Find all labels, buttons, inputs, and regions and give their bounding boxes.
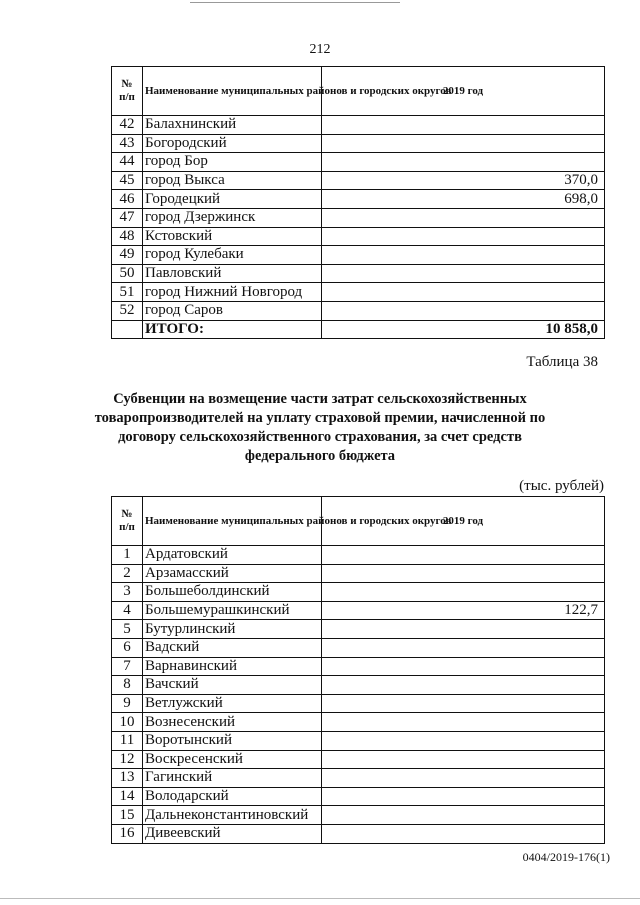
- header-number: [112, 67, 143, 116]
- row-name: Вознесенский: [143, 713, 322, 732]
- header-name: Наименование муниципальных районов и городских округов: [143, 67, 322, 116]
- row-value: [322, 564, 605, 583]
- table-header-row: [112, 497, 605, 546]
- row-number: 10: [112, 713, 143, 732]
- row-number: 8: [112, 676, 143, 695]
- row-name: Варнавинский: [143, 657, 322, 676]
- row-value: [322, 638, 605, 657]
- units-label: (тыс. рублей): [519, 478, 604, 494]
- row-name: город Кулебаки: [143, 246, 322, 265]
- row-value: [322, 116, 605, 135]
- row-value: [322, 657, 605, 676]
- row-number: 3: [112, 583, 143, 602]
- row-name: Городецкий: [143, 190, 322, 209]
- subvention-table: [111, 496, 605, 844]
- row-number: 15: [112, 806, 143, 825]
- row-name: Вадский: [143, 638, 322, 657]
- row-number: 47: [112, 208, 143, 227]
- row-value: [322, 824, 605, 843]
- row-name: Богородский: [143, 134, 322, 153]
- table-row: [112, 227, 605, 246]
- total-value: 10 858,0: [322, 320, 605, 339]
- row-name: город Бор: [143, 153, 322, 172]
- table-row: [112, 116, 605, 135]
- row-name: Воротынский: [143, 731, 322, 750]
- table-row: [112, 583, 605, 602]
- row-value: [322, 246, 605, 265]
- table-row: [112, 824, 605, 843]
- row-number: 45: [112, 171, 143, 190]
- budget-table-continued: [111, 66, 605, 339]
- row-name: Арзамасский: [143, 564, 322, 583]
- row-number: 51: [112, 283, 143, 302]
- header-name: Наименование муниципальных районов и городских округов: [143, 497, 322, 546]
- row-number: 12: [112, 750, 143, 769]
- table-row: [112, 713, 605, 732]
- table-row: [112, 638, 605, 657]
- row-number: 42: [112, 116, 143, 135]
- row-value: [322, 227, 605, 246]
- table-row: [112, 134, 605, 153]
- row-number: 48: [112, 227, 143, 246]
- table-row: [112, 153, 605, 172]
- row-name: Ардатовский: [143, 546, 322, 565]
- header-year: 2019 год: [322, 497, 605, 546]
- table-row: [112, 208, 605, 227]
- row-name: Ветлужский: [143, 694, 322, 713]
- header-number-label: № п/п: [119, 78, 135, 103]
- table-row: [112, 246, 605, 265]
- row-name: Володарский: [143, 787, 322, 806]
- row-number: 14: [112, 787, 143, 806]
- table-row: [112, 657, 605, 676]
- total-number-cell: [112, 320, 143, 339]
- table-row: [112, 601, 605, 620]
- table-row: [112, 676, 605, 695]
- row-name: Дивеевский: [143, 824, 322, 843]
- row-name: город Саров: [143, 301, 322, 320]
- row-name: город Выкса: [143, 171, 322, 190]
- row-value: 122,7: [322, 601, 605, 620]
- page-number: 212: [309, 42, 331, 57]
- table-row: [112, 190, 605, 209]
- row-number: 52: [112, 301, 143, 320]
- row-value: [322, 153, 605, 172]
- row-name: Большеболдинский: [143, 583, 322, 602]
- total-row: [112, 320, 605, 339]
- row-name: Вачский: [143, 676, 322, 695]
- row-number: 16: [112, 824, 143, 843]
- row-value: [322, 620, 605, 639]
- table-row: [112, 620, 605, 639]
- table-header-row: [112, 67, 605, 116]
- table-row: [112, 787, 605, 806]
- row-number: 46: [112, 190, 143, 209]
- row-value: [322, 583, 605, 602]
- table-row: [112, 171, 605, 190]
- row-name: Воскресенский: [143, 750, 322, 769]
- row-value: [322, 787, 605, 806]
- header-number: [112, 497, 143, 546]
- row-name: Бутурлинский: [143, 620, 322, 639]
- row-number: 9: [112, 694, 143, 713]
- row-value: 698,0: [322, 190, 605, 209]
- table-row: [112, 694, 605, 713]
- row-value: [322, 264, 605, 283]
- table-row: [112, 806, 605, 825]
- row-number: 44: [112, 153, 143, 172]
- table-row: [112, 283, 605, 302]
- row-value: 370,0: [322, 171, 605, 190]
- table-row: [112, 264, 605, 283]
- table-caption: Таблица 38: [526, 354, 598, 370]
- total-label: ИТОГО:: [143, 320, 322, 339]
- row-value: [322, 750, 605, 769]
- row-value: [322, 806, 605, 825]
- row-number: 2: [112, 564, 143, 583]
- row-number: 4: [112, 601, 143, 620]
- row-value: [322, 713, 605, 732]
- row-number: 50: [112, 264, 143, 283]
- bottom-divider: [0, 898, 640, 899]
- table-row: [112, 301, 605, 320]
- row-value: [322, 283, 605, 302]
- row-name: Кстовский: [143, 227, 322, 246]
- row-number: 5: [112, 620, 143, 639]
- row-number: 1: [112, 546, 143, 565]
- table2-body: [112, 546, 605, 844]
- row-number: 7: [112, 657, 143, 676]
- row-number: 49: [112, 246, 143, 265]
- row-number: 13: [112, 769, 143, 788]
- top-divider: [190, 2, 400, 3]
- table-row: [112, 769, 605, 788]
- header-year: 2019 год: [322, 67, 605, 116]
- section-title: Субвенции на возмещение части затрат сельскохозяйственных товаропроизводителей на уплату страховой премии, начисленной по договору сельскохозяйственного страхования, за счет средств федерального бюджета: [94, 391, 546, 464]
- document-code: 0404/2019-176(1): [522, 850, 610, 864]
- row-name: Павловский: [143, 264, 322, 283]
- row-name: Дальнеконстантиновский: [143, 806, 322, 825]
- row-number: 11: [112, 731, 143, 750]
- row-value: [322, 301, 605, 320]
- row-name: Большемурашкинский: [143, 601, 322, 620]
- row-value: [322, 676, 605, 695]
- table1-body: [112, 116, 605, 321]
- row-value: [322, 731, 605, 750]
- header-number-label: № п/п: [119, 508, 135, 533]
- table-row: [112, 731, 605, 750]
- row-name: Балахнинский: [143, 116, 322, 135]
- row-value: [322, 134, 605, 153]
- row-number: 43: [112, 134, 143, 153]
- row-value: [322, 694, 605, 713]
- row-value: [322, 208, 605, 227]
- row-name: город Дзержинск: [143, 208, 322, 227]
- row-number: 6: [112, 638, 143, 657]
- row-name: город Нижний Новгород: [143, 283, 322, 302]
- row-value: [322, 546, 605, 565]
- table-row: [112, 546, 605, 565]
- row-name: Гагинский: [143, 769, 322, 788]
- row-value: [322, 769, 605, 788]
- table-row: [112, 564, 605, 583]
- table-row: [112, 750, 605, 769]
